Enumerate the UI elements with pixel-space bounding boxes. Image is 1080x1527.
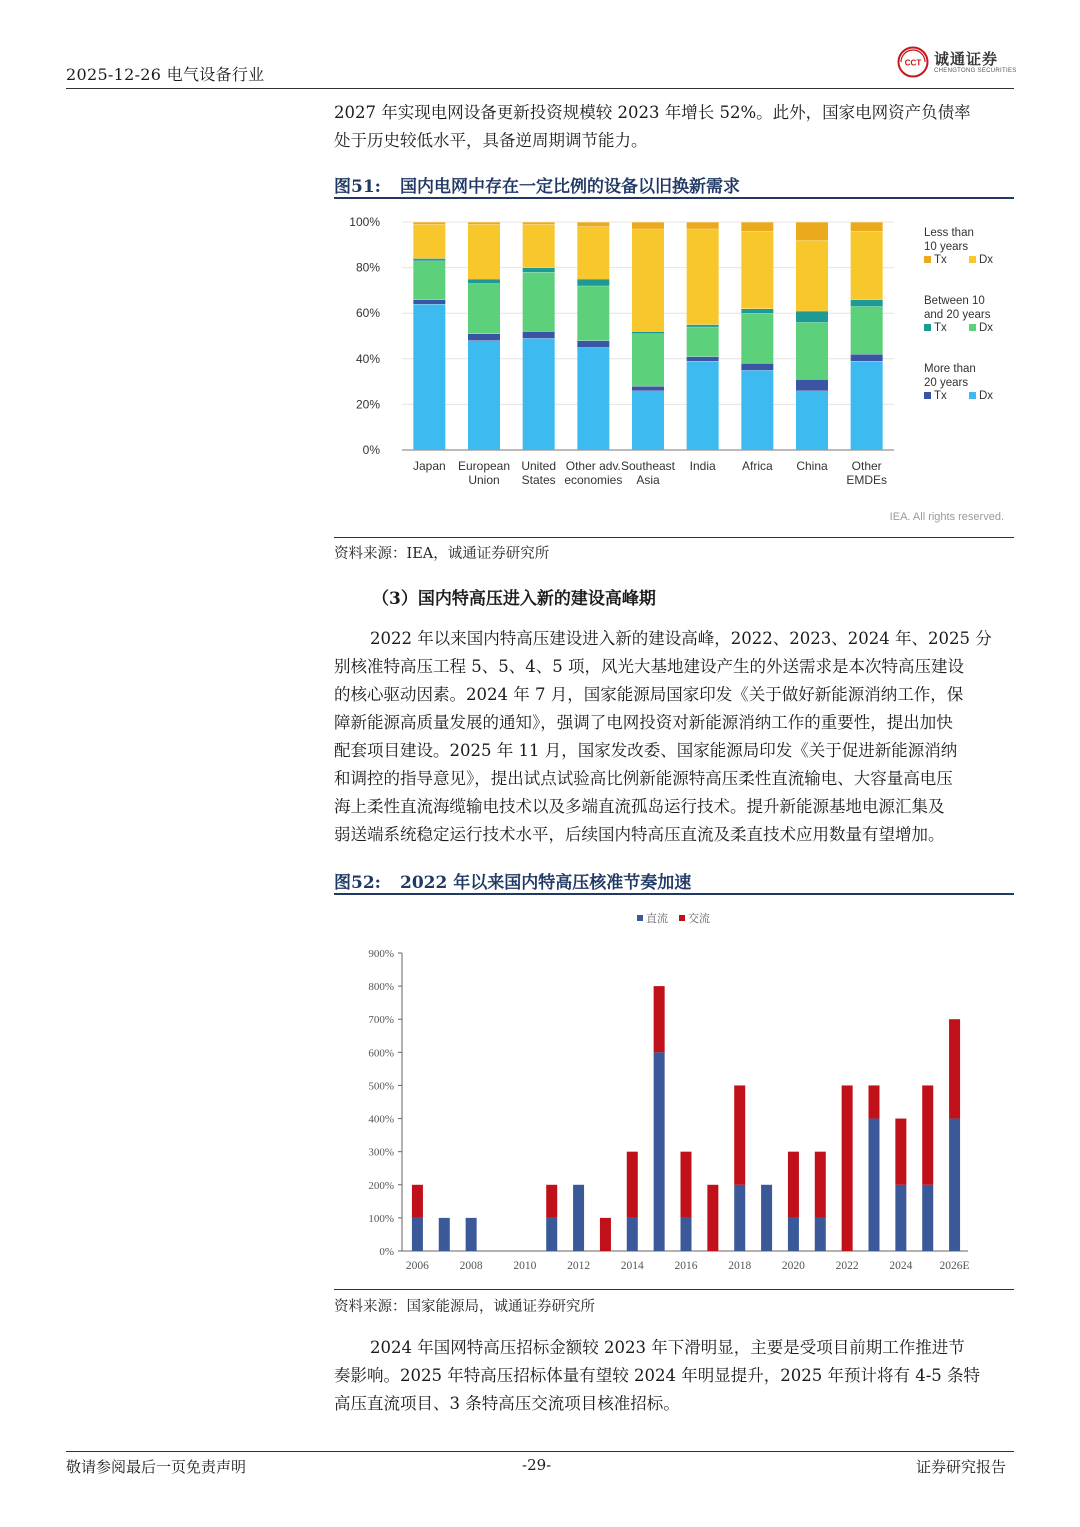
logo-name-en: CHENGTONG SECURITIES xyxy=(934,68,1017,74)
header-divider xyxy=(66,88,1014,89)
page-number: -29- xyxy=(522,1456,552,1474)
bar-segment xyxy=(600,1218,611,1251)
bar-segment xyxy=(577,341,609,348)
bar-segment xyxy=(466,1218,477,1251)
legend-label-tx: Tx xyxy=(934,322,947,334)
figure52-source: 资料来源：国家能源局，诚通证券研究所 xyxy=(334,1299,595,1315)
figure51-top-rule xyxy=(334,197,1014,199)
bar-segment xyxy=(632,386,664,391)
bar-segment xyxy=(796,379,828,390)
industry-label: 电气设备行业 xyxy=(166,65,265,84)
bar-segment xyxy=(632,229,664,332)
figure52-chart xyxy=(334,896,1014,1288)
closing-line: 高压直流项目、3 条特高压交流项目核准招标。 xyxy=(334,1394,680,1413)
body-line: 配套项目建设。2025 年 11 月，国家发改委、国家能源局印发《关于促进新能源消纳 xyxy=(334,741,958,760)
bar-segment xyxy=(468,224,500,279)
bar-segment xyxy=(523,268,555,273)
bar-segment xyxy=(627,1218,638,1251)
bar-segment xyxy=(413,300,445,305)
legend-swatch xyxy=(679,915,685,921)
bar-segment xyxy=(741,313,773,363)
x-tick-label: 2008 xyxy=(459,1260,483,1272)
bar-segment xyxy=(468,334,500,341)
x-tick-line: Asia xyxy=(636,473,660,487)
bar-segment xyxy=(687,361,719,450)
bar-segment xyxy=(842,1085,853,1251)
bar-segment xyxy=(468,284,500,334)
body-line: 的核心驱动因素。2024 年 7 月，国家能源局国家印发《关于做好新能源消纳工作，保 xyxy=(334,685,964,704)
figure51-chart xyxy=(334,200,1014,536)
bar-segment xyxy=(851,361,883,450)
bar-segment xyxy=(895,1119,906,1185)
legend-group-label xyxy=(924,227,974,253)
bar-segment xyxy=(412,1218,423,1251)
legend-label-dx: Dx xyxy=(979,390,994,402)
y-tick-label: 100% xyxy=(368,1212,394,1225)
bar-segment xyxy=(851,231,883,299)
y-tick-label: 40% xyxy=(355,351,380,366)
figure51-bottom-rule xyxy=(334,537,1014,538)
bar-segment xyxy=(523,272,555,331)
bar-segment xyxy=(439,1218,450,1251)
bar-segment xyxy=(922,1085,933,1184)
bar-segment xyxy=(687,229,719,325)
y-tick-label: 20% xyxy=(355,397,380,412)
x-tick-label: 2020 xyxy=(781,1260,805,1272)
bar-segment xyxy=(949,1019,960,1118)
y-tick-label: 800% xyxy=(368,981,394,994)
bar-segment xyxy=(788,1152,799,1218)
bar-segment xyxy=(523,224,555,267)
bar-segment xyxy=(632,222,664,229)
report-header xyxy=(66,62,264,85)
bar-segment xyxy=(851,306,883,354)
bar-segment xyxy=(869,1119,880,1251)
x-tick-line: Union xyxy=(468,473,500,487)
legend-group-line: Between 10 xyxy=(924,295,985,307)
x-tick-line: Other adv. xyxy=(565,459,621,473)
legend-swatch xyxy=(637,915,643,921)
bar-segment xyxy=(681,1218,692,1251)
closing-line: 2024 年国网特高压招标金额较 2023 年下滑明显，主要是受项目前期工作推进节 xyxy=(370,1338,965,1357)
body-line: 障新能源高质量发展的通知》，强调了电网投资对新能源消纳工作的重要性，提出加快 xyxy=(334,713,953,732)
bar-segment xyxy=(796,322,828,379)
logo-name-cn: 诚通证券 xyxy=(934,50,999,68)
bar-segment xyxy=(869,1085,880,1118)
legend-label-tx: Tx xyxy=(934,390,947,402)
bar-segment xyxy=(632,391,664,450)
bar-segment xyxy=(523,222,555,224)
report-type: 证券研究报告 xyxy=(916,1458,1007,1476)
legend-label-tx: Tx xyxy=(934,254,947,266)
bar-segment xyxy=(687,222,719,229)
bar-segment xyxy=(577,347,609,450)
x-tick-label xyxy=(413,459,446,473)
bar-segment xyxy=(468,279,500,284)
bar-segment xyxy=(413,261,445,300)
bar-segment xyxy=(627,1152,638,1218)
bar-segment xyxy=(761,1185,772,1251)
bar-segment xyxy=(796,311,828,322)
legend-swatch-dx xyxy=(969,324,976,331)
bar-segment xyxy=(577,286,609,341)
figure51-caption: 国内电网中存在一定比例的设备以旧换新需求 xyxy=(400,177,740,197)
y-tick-label: 60% xyxy=(355,306,380,321)
legend-group-line: More than xyxy=(924,363,976,375)
bar-segment xyxy=(523,338,555,450)
bar-segment xyxy=(851,222,883,231)
bar-segment xyxy=(796,240,828,311)
x-tick-line: European xyxy=(457,459,511,473)
y-tick-label: 0% xyxy=(379,1246,394,1258)
bar-segment xyxy=(632,331,664,333)
y-tick-label: 400% xyxy=(368,1113,394,1126)
x-tick-line: Japan xyxy=(412,459,446,473)
y-tick-label: 700% xyxy=(368,1014,394,1027)
x-tick-label xyxy=(564,459,622,487)
bar-segment xyxy=(815,1218,826,1251)
y-tick-label: 900% xyxy=(368,948,394,960)
bar-segment xyxy=(577,227,609,279)
bar-segment xyxy=(523,331,555,338)
legend-label-dx: Dx xyxy=(979,254,994,266)
legend-swatch-tx xyxy=(924,392,931,399)
logo-mark-text: CCT xyxy=(904,58,922,68)
bar-segment xyxy=(413,224,445,258)
x-tick-line: India xyxy=(689,459,716,473)
y-tick-label: 100% xyxy=(349,215,380,229)
x-tick-line: States xyxy=(521,473,556,487)
bar-segment xyxy=(412,1185,423,1218)
x-tick-label xyxy=(621,459,676,487)
figure52-caption: 2022 年以来国内特高压核准节奏加速 xyxy=(400,873,692,893)
iea-watermark: IEA. All rights reserved. xyxy=(889,511,1004,523)
legend-label-dx: Dx xyxy=(979,322,994,334)
x-tick-label xyxy=(458,459,510,487)
x-tick-line: United xyxy=(521,459,557,473)
y-tick-label: 80% xyxy=(355,260,380,275)
bar-segment xyxy=(796,222,828,240)
x-tick-line: Africa xyxy=(741,459,773,473)
legend-group-label xyxy=(924,295,991,321)
closing-line: 奏影响。2025 年特高压招标体量有望较 2024 年明显提升，2025 年预计将有 4-5 条特 xyxy=(334,1366,981,1385)
company-logo xyxy=(897,46,1017,80)
footer-divider xyxy=(66,1451,1014,1452)
y-tick-label: 500% xyxy=(368,1080,394,1093)
figure52-number: 图52: xyxy=(334,873,381,893)
bar-segment xyxy=(413,222,445,224)
bar-segment xyxy=(741,222,773,231)
bar-segment xyxy=(895,1185,906,1251)
cct-logo-icon xyxy=(897,46,929,78)
bar-segment xyxy=(851,300,883,307)
bar-segment xyxy=(654,986,665,1052)
figure51-title xyxy=(334,172,1014,197)
x-tick-label: 2010 xyxy=(513,1260,537,1272)
x-tick-line: EMDEs xyxy=(846,473,888,487)
intro-line: 处于历史较低水平，具备逆周期调节能力。 xyxy=(334,131,648,150)
legend-group-line: 10 years xyxy=(924,241,969,253)
legend-swatch-dx xyxy=(969,392,976,399)
legend-label: 直流 xyxy=(646,913,668,925)
x-tick-label xyxy=(521,459,556,487)
legend-group-line: Less than xyxy=(924,227,974,239)
x-tick-label: 2026E xyxy=(939,1260,970,1272)
bar-segment xyxy=(413,258,445,260)
bar-segment xyxy=(741,370,773,450)
bar-segment xyxy=(741,363,773,370)
bar-segment xyxy=(687,325,719,327)
x-tick-label: 2024 xyxy=(889,1260,913,1272)
legend-swatch-tx xyxy=(924,256,931,263)
bar-segment xyxy=(734,1185,745,1251)
bar-segment xyxy=(851,354,883,361)
figure51-number: 图51: xyxy=(334,177,381,197)
bar-segment xyxy=(546,1218,557,1251)
legend-group-label xyxy=(924,363,976,389)
figure52-bottom-rule xyxy=(334,1289,1014,1290)
bar-segment xyxy=(413,304,445,450)
x-tick-line: economies xyxy=(564,473,623,487)
bar-segment xyxy=(741,231,773,309)
bar-segment xyxy=(632,334,664,386)
bar-segment xyxy=(796,391,828,450)
bar-segment xyxy=(577,222,609,227)
bar-segment xyxy=(654,1052,665,1251)
x-tick-line: Other xyxy=(851,459,882,473)
bar-segment xyxy=(468,341,500,450)
body-line: 别核准特高压工程 5、5、4、5 项，风光大基地建设产生的外送需求是本次特高压建设 xyxy=(334,657,964,676)
legend-label: 交流 xyxy=(688,913,710,925)
bar-segment xyxy=(468,222,500,224)
bar-segment xyxy=(687,327,719,357)
legend-group-line: 20 years xyxy=(924,377,969,389)
section-heading: （3）国内特高压进入新的建设高峰期 xyxy=(372,589,656,609)
bar-segment xyxy=(681,1152,692,1218)
x-tick-label: 2014 xyxy=(620,1260,644,1272)
bar-segment xyxy=(707,1185,718,1251)
legend-swatch-dx xyxy=(969,256,976,263)
bar-segment xyxy=(573,1185,584,1251)
x-tick-label xyxy=(796,459,828,473)
bar-segment xyxy=(734,1085,745,1184)
y-tick-label: 200% xyxy=(368,1179,394,1192)
y-tick-label: 600% xyxy=(368,1047,394,1060)
report-date: 2025-12-26 xyxy=(66,65,162,84)
y-tick-label: 300% xyxy=(368,1146,394,1159)
x-tick-label: 2022 xyxy=(835,1260,859,1272)
bar-segment xyxy=(788,1218,799,1251)
bar-segment xyxy=(949,1119,960,1251)
bar-segment xyxy=(687,357,719,362)
figure51-source: 资料来源：IEA，诚通证券研究所 xyxy=(334,546,550,562)
body-line: 弱送端系统稳定运行技术水平，后续国内特高压直流及柔直技术应用数量有望增加。 xyxy=(334,825,945,844)
legend-swatch-tx xyxy=(924,324,931,331)
x-tick-label xyxy=(690,459,716,473)
x-tick-label xyxy=(742,459,773,473)
figure52-title xyxy=(334,868,1014,893)
bar-segment xyxy=(546,1185,557,1218)
x-tick-line: Southeast xyxy=(620,459,676,473)
x-tick-label: 2006 xyxy=(405,1260,429,1272)
body-line: 和调控的指导意见》，提出试点试验高比例新能源特高压柔性直流输电、大容量高电压 xyxy=(334,769,953,788)
bar-segment xyxy=(922,1185,933,1251)
x-tick-line: China xyxy=(796,459,828,473)
bar-segment xyxy=(577,279,609,286)
body-line: 海上柔性直流海缆输电技术以及多端直流孤岛运行技术。提升新能源基地电源汇集及 xyxy=(334,797,945,816)
y-tick-label: 0% xyxy=(362,443,380,457)
disclaimer-link[interactable]: 敬请参阅最后一页免责声明 xyxy=(66,1458,247,1476)
x-tick-label: 2016 xyxy=(674,1260,698,1272)
x-tick-label: 2012 xyxy=(567,1260,591,1272)
legend-group-line: and 20 years xyxy=(924,309,991,321)
figure52-top-rule xyxy=(334,893,1014,895)
bar-segment xyxy=(741,309,773,314)
intro-line: 2027 年实现电网设备更新投资规模较 2023 年增长 52%。此外，国家电网资产负债率 xyxy=(334,103,971,122)
body-line: 2022 年以来国内特高压建设进入新的建设高峰，2022、2023、2024 年、2025 分 xyxy=(370,629,992,648)
x-tick-label xyxy=(846,459,887,487)
bar-segment xyxy=(815,1152,826,1218)
x-tick-label: 2018 xyxy=(728,1260,752,1272)
